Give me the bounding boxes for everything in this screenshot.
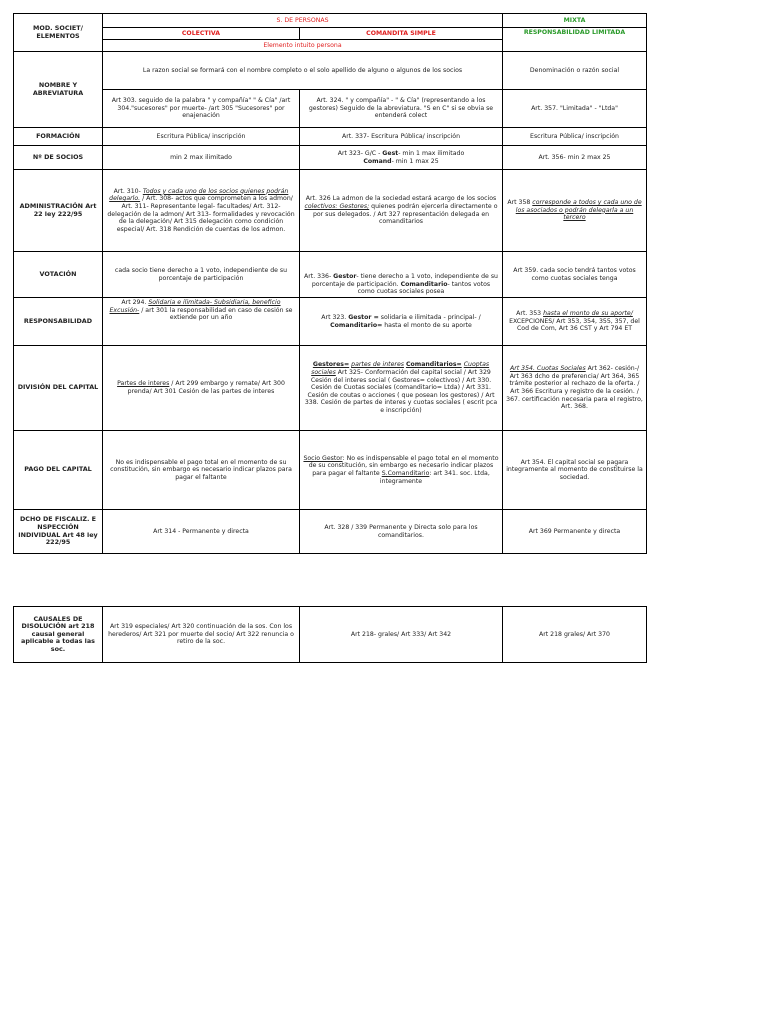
pago-comandita-u: Socio Gestor xyxy=(303,454,343,462)
division-colectiva xyxy=(103,346,300,431)
formacion-srl: Escritura Pública/ inscripción xyxy=(503,128,647,146)
fiscaliz-srl: Art 369 Permanente y directa xyxy=(503,510,647,554)
div-srl-b: Art 362- cesión-/ Art 363 dcho de preferencia/ Art 364, 365 trámite posterior al rechazo de la oferta. / Art 366 Escritura y registro de la cesión. / 367. certificación necesaria para el registro, Art. 368. xyxy=(506,365,643,411)
socios-comandita-c: - min 1 max 25 xyxy=(391,157,439,165)
formacion-colectiva: Escritura Pública/ inscripción xyxy=(103,128,300,146)
responsabilidad-srl xyxy=(503,298,647,346)
disolucion-table xyxy=(13,606,647,663)
adm-srl-a: Art 358 xyxy=(507,199,531,207)
vot-comandita-a: Art. 336- xyxy=(304,273,332,281)
row-label-votacion: VOTACIÓN xyxy=(14,252,103,298)
nombre-comandita: Art. 324. " y compañía" - " & Cía" (representando a los gestores) Seguido de la abreviatura. "S en C" si se obvia se entenderá colect xyxy=(300,90,503,128)
div-comandita-c: Comanditarios= xyxy=(405,361,462,369)
header-srl: RESPONSABILIDAD LIMITADA xyxy=(503,28,647,52)
header-intuitu: Elemento intuito persona xyxy=(103,40,503,52)
row-label-disolucion: CAUSALES DE DISOLUCIÓN art 218 causal general aplicable a todas las soc. xyxy=(14,607,103,663)
resp-colectiva-a: Art 294. xyxy=(121,299,147,306)
pago-srl: Art 354. El capital social se pagara integramente al momento de constituirse la sociedad. xyxy=(503,431,647,510)
administracion-colectiva xyxy=(103,170,300,252)
row-label-division: DIVISIÓN DEL CAPITAL xyxy=(14,346,103,431)
socios-comandita-com: Comand xyxy=(363,157,392,165)
administracion-comandita xyxy=(300,170,503,252)
socios-colectiva: min 2 max ilimitado xyxy=(103,146,300,170)
resp-comandita-gestor: Gestor = xyxy=(348,313,379,321)
vot-comandita-c: - tantos votos como cuotas sociales posea xyxy=(357,280,491,296)
resp-colectiva-u: Solidaria e ilimitada- Subsidiaria, beneficio Excusión- xyxy=(109,299,281,314)
row-label-administracion: ADMINISTRACIÓN Art 22 ley 222/95 xyxy=(14,170,103,252)
vot-comandita-b: - tiene derecho a 1 voto, independiente de su porcentaje de participación. xyxy=(311,273,498,288)
div-comandita-g: Gestores= xyxy=(312,361,350,369)
disolucion-colectiva: Art 319 especiales/ Art 320 continuación de la sos. Con los herederos/ Art 321 por muerte del socio/ Art 322 renuncia o retiro de la soc. xyxy=(103,607,300,663)
resp-comandita-com: Comanditario= xyxy=(330,321,383,329)
pago-comandita-c: : art 341. soc. Ltda, integramente xyxy=(379,470,490,485)
resp-comandita-a: Art 323. xyxy=(321,313,347,321)
row-label-fiscaliz: DCHO DE FISCALIZ. E NSPECCIÓN INDIVIDUAL Art 48 ley 222/95 xyxy=(14,510,103,554)
nombre-srl-top: Denominación o razón social xyxy=(503,52,647,90)
div-comandita-b: Art 325- Conformación del capital social / Art 329 Cesión del interes social ( Gestores= colectivos) / Art 330. Cesión de Cuotas sociales (comanditario= Ltda) / Art 331. Cesión de coutas o acciones ( que posean los gestores) / Art 338. Cesión de partes de interes y cuotas sociales ( escrit pca e inscripción) xyxy=(304,369,498,414)
vot-comandita-gestor: Gestor xyxy=(333,273,357,281)
pago-colectiva: No es indispensable el pago total en el momento de su constitución, sin embargo es necesario indicar plazos para pagar el faltante xyxy=(103,431,300,510)
adm-srl-u: corresponde a todos y cada uno de los asociados o podrán delegarla a un tercero xyxy=(515,199,642,222)
row-label-formacion: FORMACIÓN xyxy=(14,128,103,146)
responsabilidad-comandita xyxy=(300,298,503,346)
adm-comandita-a: Art. 326 La admon de la sociedad estará acargo de los socios xyxy=(305,195,497,203)
socios-comandita xyxy=(300,146,503,170)
adm-colectiva-a: Art. 310- xyxy=(113,187,141,195)
header-elements-cell: MOD. SOCIET/ ELEMENTOS xyxy=(14,14,103,52)
socios-comandita-a: Art 323- G/C - xyxy=(337,149,381,157)
header-personas: S. DE PERSONAS xyxy=(103,14,503,28)
fiscaliz-colectiva: Art 314 - Permanente y directa xyxy=(103,510,300,554)
formacion-comandita: Art. 337- Escritura Pública/ inscripción xyxy=(300,128,503,146)
row-label-socios: Nº DE SOCIOS xyxy=(14,146,103,170)
resp-comandita-b: solidaria e ilimitada - principal- / xyxy=(380,313,481,321)
nombre-personas-top: La razon social se formará con el nombre completo o el solo apellido de alguno o algunos de los socios xyxy=(103,52,503,90)
row-label-responsabilidad: RESPONSABILIDAD xyxy=(14,298,103,346)
disolucion-srl: Art 218 grales/ Art 370 xyxy=(503,607,647,663)
header-comandita: COMANDITA SIMPLE xyxy=(300,28,503,40)
socios-comandita-gest: Gest xyxy=(382,149,399,157)
adm-comandita-u: colectivos: Gestores; xyxy=(304,202,370,210)
vot-comandita-com: Comanditario xyxy=(400,280,448,288)
socios-comandita-b: - min 1 max ilimitado xyxy=(398,149,465,157)
div-srl-u: Art 354. Cuotas Sociales xyxy=(509,365,586,373)
resp-comandita-c: hasta el monto de su aporte xyxy=(384,321,472,329)
resp-srl-a: Art. 353 xyxy=(516,310,542,318)
div-colectiva-b: / Art 299 embargo y remate/ Art 300 prenda/ Art 301 Cesión de las partes de interes xyxy=(127,380,285,395)
pago-comandita xyxy=(300,431,503,510)
votacion-comandita xyxy=(300,252,503,298)
votacion-srl: Art 359. cada socio tendrá tantos votos como cuotas sociales tenga xyxy=(503,252,647,298)
adm-colectiva-b: / Art. 308- actos que comprometen a los admon/ Art. 311- Representante legal- facultades/ Art. 312- delegación de la admon/ Art 313- formalidades y revocación de la delegación/ Art 315 delegación como condición especial/ Art. 318 Rendición de cuentas de los admon. xyxy=(107,195,295,233)
socios-srl: Art. 356- min 2 max 25 xyxy=(503,146,647,170)
votacion-colectiva: cada socio tiene derecho a 1 voto, independiente de su porcentaje de participación xyxy=(103,252,300,298)
division-srl xyxy=(503,346,647,431)
header-colectiva: COLECTIVA xyxy=(103,28,300,40)
disolucion-comandita: Art 218- grales/ Art 333/ Art 342 xyxy=(300,607,503,663)
row-label-pago: PAGO DEL CAPITAL xyxy=(14,431,103,510)
div-colectiva-u: Partes de interes xyxy=(117,380,170,388)
div-comandita-ci: Cuoptas sociales xyxy=(311,361,490,377)
main-comparison-table xyxy=(13,13,647,554)
nombre-colectiva: Art 303. seguido de la palabra " y compañía" " & Cía" /art 304."sucesores" por muerte- /art 305 "Sucesores" por enajenación xyxy=(103,90,300,128)
row-label-nombre: NOMBRE Y ABREVIATURA xyxy=(14,52,103,128)
division-comandita xyxy=(300,346,503,431)
resp-srl-b: EXCEPCIONES/ Art 353, 354, 355, 357, del Cod de Com, Art 36 CST y Art 794 ET xyxy=(509,317,640,333)
div-comandita-gi: partes de interes xyxy=(351,361,404,369)
nombre-srl: Art. 357. "Limitada" - "Ltda" xyxy=(503,90,647,128)
pago-comandita-u2: S.Comanditario xyxy=(381,470,430,477)
pago-comandita-b: : No es indispensable el pago total en el momento de su constitución, sin embargo es necesario indicar plazos para pagar el faltante xyxy=(308,454,499,477)
responsabilidad-colectiva xyxy=(103,298,300,346)
header-mixta: MIXTA xyxy=(503,14,647,28)
resp-colectiva-b: / art 301 la responsabilidad en caso de cesión se extiende por un año xyxy=(141,306,293,322)
resp-srl-u: hasta el monto de su aporte/ xyxy=(543,310,633,318)
adm-colectiva-u: Todos y cada uno de los socios quienes podrán delegarlo. xyxy=(109,187,289,203)
adm-comandita-b: quienes podrán ejercerla directamente o por sus delegados. / Art 327 representación delegada en comanditarios xyxy=(312,202,498,226)
administracion-srl xyxy=(503,170,647,252)
fiscaliz-comandita: Art. 328 / 339 Permanente y Directa solo para los comanditarios. xyxy=(300,510,503,554)
